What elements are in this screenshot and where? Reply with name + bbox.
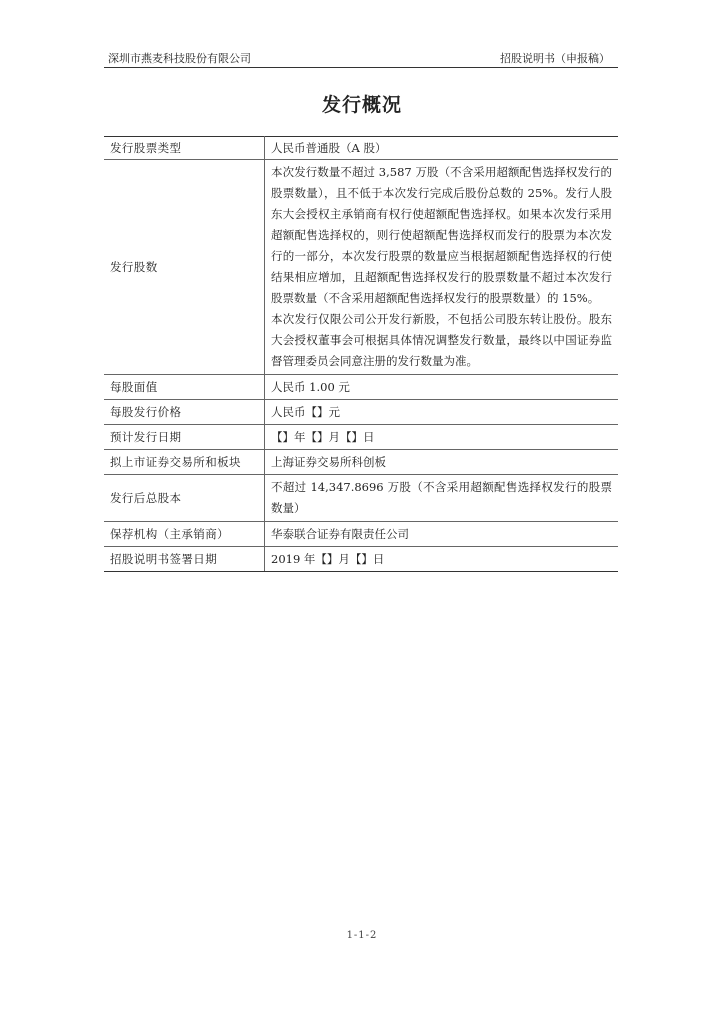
row-value [265, 450, 619, 475]
row-label: 拟上市证券交易所和板块 [104, 450, 265, 475]
table-row [104, 425, 618, 450]
value-paragraph: 不超过 14,347.8696 万股（不含采用超额配售选择权发行的股票数量） [271, 480, 612, 515]
row-value [265, 160, 619, 375]
row-label: 保荐机构（主承销商） [104, 522, 265, 547]
row-label: 每股面值 [104, 375, 265, 400]
row-value [265, 137, 619, 160]
table-row [104, 450, 618, 475]
value-paragraph: 本次发行数量不超过 3,587 万股（不含采用超额配售选择权发行的股票数量），且不低于本次发行完成后股份总数的 25%。发行人股东大会授权主承销商有权行使超额配售选择权。如果本次发行采用超额配售选择权的，则行使超额配售选择权而发行的股票为本次发行的一部分，本次发行股票的数量应当根据超额配售选择权的行使结果相应增加，且超额配售选择权发行的股票数量不超过本次发行股票数量（不含采用超额配售选择权发行的股票数量）的 15%。 [271, 165, 612, 305]
row-value [265, 547, 619, 572]
table-row [104, 547, 618, 572]
value-paragraph: 人民币 1.00 元 [271, 379, 350, 394]
value-paragraph: 本次发行仅限公司公开发行新股，不包括公司股东转让股份。股东大会授权董事会可根据具体情况调整发行数量，最终以中国证券监督管理委员会同意注册的发行数量为准。 [271, 312, 612, 368]
header-company-name: 深圳市燕麦科技股份有限公司 [108, 52, 251, 65]
table-row [104, 160, 618, 375]
value-paragraph: 人民币【】元 [271, 404, 340, 419]
page-number: 1-1-2 [346, 930, 378, 941]
row-label: 发行股数 [104, 160, 265, 375]
value-paragraph: 上海证券交易所科创板 [271, 454, 386, 469]
value-paragraph: 人民币普通股（A 股） [271, 140, 387, 155]
row-label: 招股说明书签署日期 [104, 547, 265, 572]
row-label: 每股发行价格 [104, 400, 265, 425]
row-label: 发行股票类型 [104, 137, 265, 160]
value-paragraph: 【】年【】月【】日 [271, 429, 375, 444]
row-value [265, 375, 619, 400]
row-value [265, 400, 619, 425]
running-header [108, 50, 616, 66]
row-value [265, 522, 619, 547]
row-label: 预计发行日期 [104, 425, 265, 450]
row-label: 发行后总股本 [104, 475, 265, 522]
header-document-type: 招股说明书（申报稿） [500, 52, 610, 65]
table-row [104, 375, 618, 400]
header-rule [104, 67, 618, 68]
table-row [104, 400, 618, 425]
row-value [265, 425, 619, 450]
offering-overview-table [104, 136, 618, 572]
row-value [265, 475, 619, 522]
table-row [104, 137, 618, 160]
page-title: 发行概况 [321, 94, 402, 116]
value-paragraph: 2019 年【】月【】日 [271, 551, 385, 566]
table-row [104, 522, 618, 547]
table-row [104, 475, 618, 522]
value-paragraph: 华泰联合证券有限责任公司 [271, 526, 409, 541]
